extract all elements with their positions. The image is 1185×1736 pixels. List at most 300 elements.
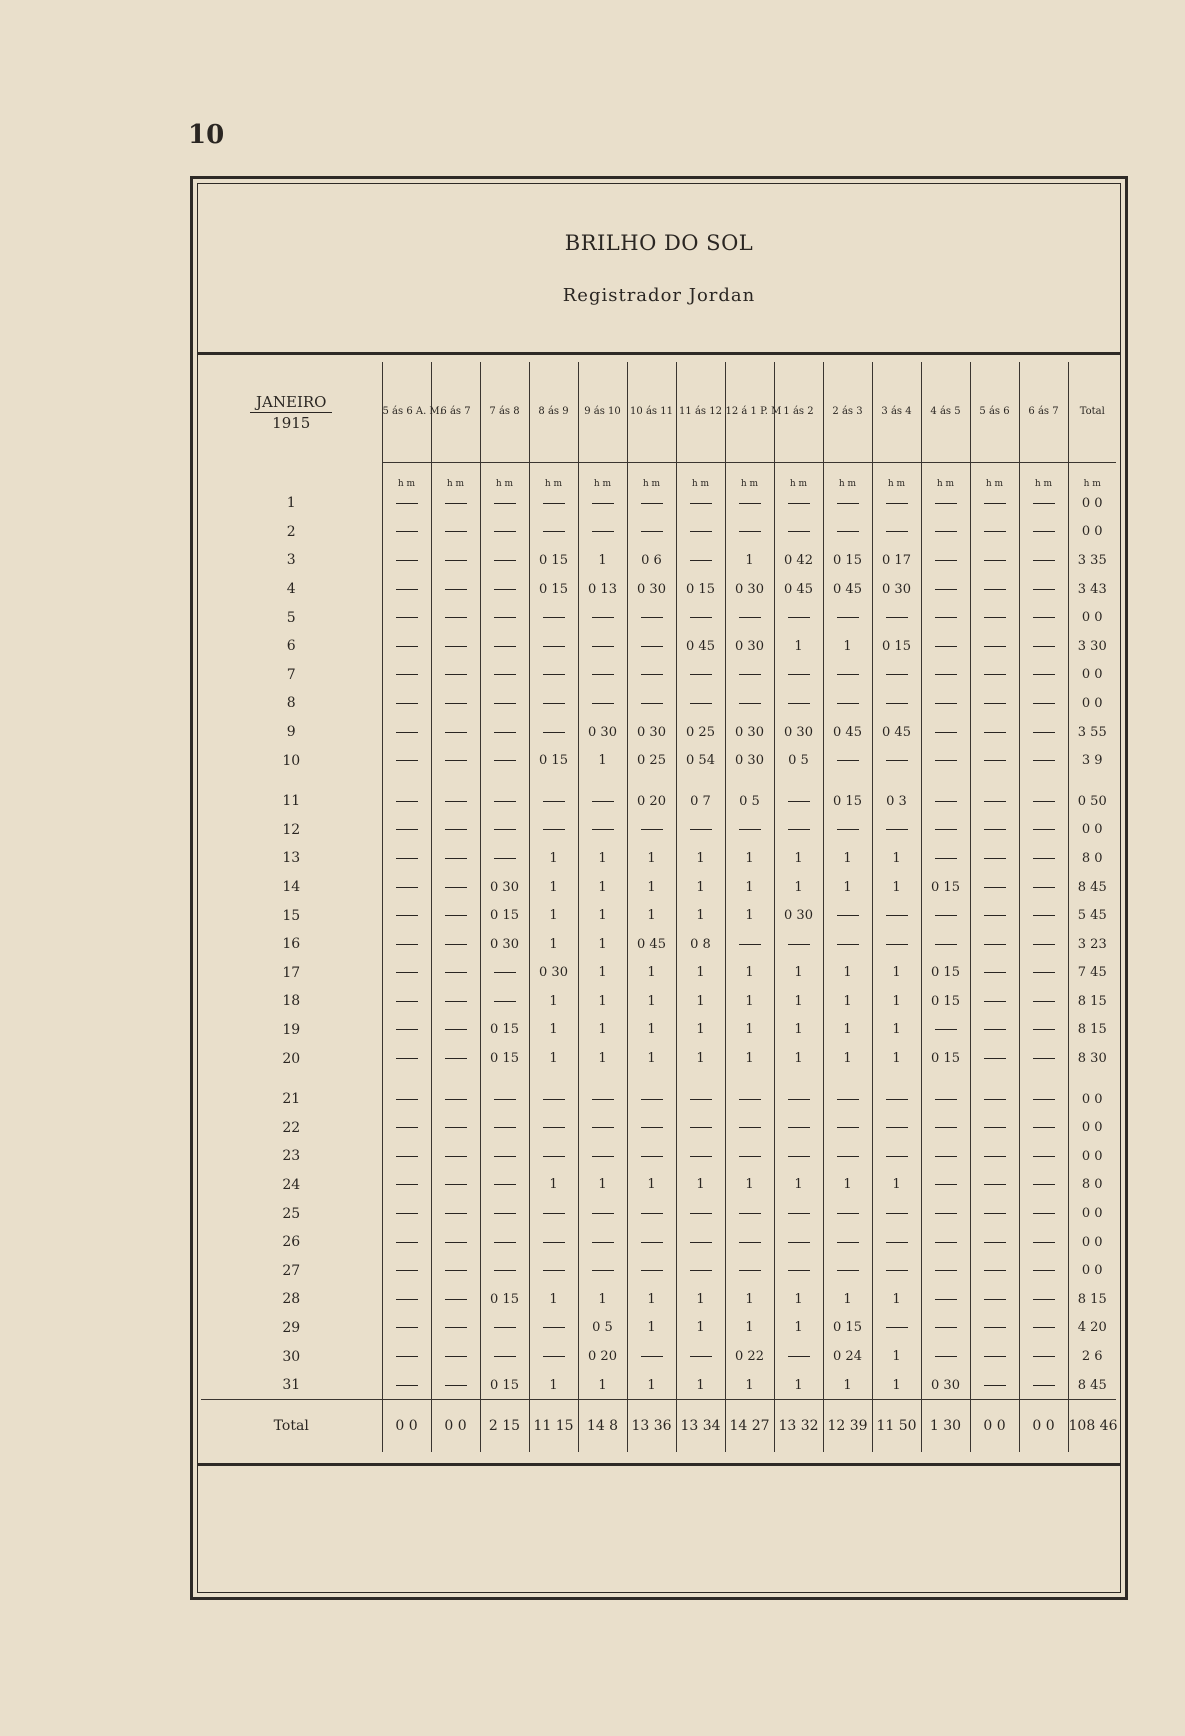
hour-value-cell: [529, 1113, 578, 1142]
hour-value-cell: [431, 1016, 480, 1045]
empty-dash: [445, 887, 467, 888]
empty-dash: [445, 1156, 467, 1157]
hour-value-cell: [627, 1085, 676, 1114]
day-number: 25: [282, 1205, 301, 1222]
hour-value-cell: 0 45: [676, 632, 725, 661]
hour-value-cell: [774, 816, 823, 845]
empty-dash: [690, 1099, 712, 1100]
hour-value-cell: [921, 1016, 970, 1045]
hour-value-cell: 0 45: [774, 575, 823, 604]
empty-dash: [935, 1029, 957, 1030]
total-column-header: Total: [1068, 362, 1116, 463]
hour-value-cell: [431, 930, 480, 959]
empty-dash: [445, 1242, 467, 1243]
empty-dash: [494, 972, 516, 973]
hour-value-cell: [529, 603, 578, 632]
hour-value-cell: [627, 1342, 676, 1371]
hour-value-cell: 1: [578, 987, 627, 1016]
empty-dash: [1033, 1058, 1055, 1059]
units-label: h m: [382, 463, 431, 490]
hour-value-cell: [627, 816, 676, 845]
empty-dash: [445, 1299, 467, 1300]
day-total-cell: 8 45: [1068, 873, 1116, 902]
day-number: 7: [286, 666, 296, 683]
hour-value-cell: [872, 1314, 921, 1343]
hour-value-cell: 1: [676, 987, 725, 1016]
hour-value-cell: [823, 816, 872, 845]
day-total-cell: 3 23: [1068, 930, 1116, 959]
hour-value-cell: 0 30: [774, 901, 823, 930]
hour-value-cell: [872, 1113, 921, 1142]
empty-dash: [935, 503, 957, 504]
hour-value-cell: [872, 901, 921, 930]
empty-dash: [543, 1099, 565, 1100]
hour-value-cell: 0 30: [480, 873, 529, 902]
spacer-cell: [725, 1073, 774, 1085]
hour-value-cell: 1: [823, 987, 872, 1016]
empty-dash: [788, 674, 810, 675]
hour-value-cell: 1: [627, 1016, 676, 1045]
hour-value-cell: [480, 575, 529, 604]
spacer-cell: [970, 1073, 1019, 1085]
empty-dash: [445, 503, 467, 504]
units-label: h m: [627, 463, 676, 490]
empty-dash: [837, 1127, 859, 1128]
hour-value-cell: [431, 489, 480, 518]
hour-value-cell: [578, 689, 627, 718]
table-row: [201, 1142, 1116, 1171]
hour-value-cell: [872, 489, 921, 518]
hour-value-cell: [431, 873, 480, 902]
empty-dash: [494, 829, 516, 830]
hour-value-cell: [1019, 787, 1068, 816]
empty-dash: [886, 703, 908, 704]
empty-dash: [543, 1356, 565, 1357]
table-row: [201, 489, 1116, 518]
hour-value-cell: 1: [774, 987, 823, 1016]
spacer-cell: [774, 775, 823, 787]
empty-dash: [396, 944, 418, 945]
hour-value-cell: 0 22: [725, 1342, 774, 1371]
day-total-cell: 8 30: [1068, 1044, 1116, 1073]
hour-value-cell: [578, 1085, 627, 1114]
day-total-cell: 0 0: [1068, 1113, 1116, 1142]
empty-dash: [1033, 1127, 1055, 1128]
footer-rule: [197, 1463, 1121, 1466]
units-label: h m: [1068, 463, 1116, 490]
hour-value-cell: [970, 987, 1019, 1016]
hour-value-cell: [676, 689, 725, 718]
hour-value-cell: 0 45: [872, 718, 921, 747]
hour-value-cell: [1019, 1016, 1068, 1045]
empty-dash: [886, 1099, 908, 1100]
hour-value-cell: [676, 546, 725, 575]
empty-dash: [788, 1213, 810, 1214]
hour-value-cell: 0 15: [823, 1314, 872, 1343]
hour-value-cell: 1: [578, 1285, 627, 1314]
hour-value-cell: 0 30: [725, 575, 774, 604]
hour-value-cell: 1: [529, 873, 578, 902]
empty-dash: [1033, 944, 1055, 945]
hour-value-cell: 1: [774, 959, 823, 988]
hour-value-cell: [1019, 844, 1068, 873]
hour-value-cell: 0 42: [774, 546, 823, 575]
empty-dash: [494, 801, 516, 802]
hour-value-cell: [1019, 1113, 1068, 1142]
empty-dash: [739, 1156, 761, 1157]
day-total-cell: 0 0: [1068, 1085, 1116, 1114]
hour-value-cell: 0 3: [872, 787, 921, 816]
hour-value-cell: 0 25: [627, 746, 676, 775]
units-label: h m: [431, 463, 480, 490]
hour-value-cell: [970, 1314, 1019, 1343]
hour-value-cell: 0 30: [627, 575, 676, 604]
empty-dash: [935, 1299, 957, 1300]
hour-value-cell: [382, 1113, 431, 1142]
hour-value-cell: [921, 1256, 970, 1285]
hour-value-cell: 0 30: [529, 959, 578, 988]
spacer-cell: [1068, 775, 1116, 787]
table-row: [201, 1113, 1116, 1142]
hour-value-cell: [1019, 718, 1068, 747]
empty-dash: [984, 944, 1006, 945]
empty-dash: [935, 760, 957, 761]
hour-value-cell: [970, 1171, 1019, 1200]
hour-value-cell: [578, 816, 627, 845]
empty-dash: [984, 531, 1006, 532]
units-label: h m: [1019, 463, 1068, 490]
hour-value-cell: 1: [578, 930, 627, 959]
spacer-cell: [627, 1073, 676, 1085]
hour-value-cell: [627, 518, 676, 547]
empty-dash: [886, 1327, 908, 1328]
empty-dash: [886, 531, 908, 532]
empty-dash: [641, 1099, 663, 1100]
hour-value-cell: [382, 1016, 431, 1045]
hour-value-cell: [1019, 987, 1068, 1016]
hour-value-cell: [480, 546, 529, 575]
empty-dash: [935, 944, 957, 945]
column-total-cell: 13 32: [774, 1400, 823, 1453]
hour-value-cell: [921, 1342, 970, 1371]
hour-value-cell: 1: [627, 1285, 676, 1314]
empty-dash: [445, 1385, 467, 1386]
table-row: [201, 1342, 1116, 1371]
empty-dash: [494, 858, 516, 859]
hour-value-cell: [970, 1016, 1019, 1045]
empty-dash: [984, 1385, 1006, 1386]
empty-dash: [445, 801, 467, 802]
day-total-cell: 4 20: [1068, 1314, 1116, 1343]
column-header-row: [201, 362, 1116, 463]
empty-dash: [690, 617, 712, 618]
hour-value-cell: 1: [725, 959, 774, 988]
day-total-cell: 0 0: [1068, 1199, 1116, 1228]
empty-dash: [543, 1270, 565, 1271]
hour-value-cell: [431, 575, 480, 604]
hour-value-cell: [480, 689, 529, 718]
hour-value-cell: 0 15: [872, 632, 921, 661]
column-total-cell: 13 36: [627, 1400, 676, 1453]
spacer-cell: [823, 1073, 872, 1085]
empty-dash: [1033, 801, 1055, 802]
hour-value-cell: [921, 632, 970, 661]
hour-value-cell: [676, 603, 725, 632]
hour-value-cell: 1: [872, 959, 921, 988]
units-spacer: [201, 463, 382, 490]
empty-dash: [739, 1127, 761, 1128]
hour-value-cell: 1: [774, 873, 823, 902]
spacer-cell: [627, 775, 676, 787]
empty-dash: [494, 1184, 516, 1185]
units-label: h m: [872, 463, 921, 490]
hour-value-cell: [725, 518, 774, 547]
empty-dash: [494, 1270, 516, 1271]
empty-dash: [396, 531, 418, 532]
hour-value-cell: [431, 718, 480, 747]
hour-value-cell: 1: [725, 1285, 774, 1314]
table-row: [201, 959, 1116, 988]
hour-value-cell: [431, 1199, 480, 1228]
hour-value-cell: [382, 489, 431, 518]
hour-value-cell: 0 15: [823, 787, 872, 816]
spacer-cell: [676, 1073, 725, 1085]
empty-dash: [984, 858, 1006, 859]
hour-value-cell: [725, 930, 774, 959]
empty-dash: [886, 1270, 908, 1271]
empty-dash: [1033, 1029, 1055, 1030]
empty-dash: [396, 646, 418, 647]
empty-dash: [396, 1184, 418, 1185]
empty-dash: [739, 829, 761, 830]
hour-value-cell: 0 30: [774, 718, 823, 747]
hour-value-cell: [529, 1142, 578, 1171]
empty-dash: [445, 1127, 467, 1128]
empty-dash: [788, 1242, 810, 1243]
hour-value-cell: [725, 1142, 774, 1171]
hour-value-cell: [480, 1199, 529, 1228]
hour-value-cell: [921, 575, 970, 604]
empty-dash: [641, 503, 663, 504]
hour-value-cell: [480, 987, 529, 1016]
hour-value-cell: [382, 787, 431, 816]
day-number: 29: [282, 1319, 301, 1336]
hour-value-cell: [529, 1314, 578, 1343]
column-total-cell: 1 30: [921, 1400, 970, 1453]
empty-dash: [494, 1213, 516, 1214]
hour-value-cell: [970, 930, 1019, 959]
empty-dash: [935, 1270, 957, 1271]
empty-dash: [592, 1213, 614, 1214]
hour-value-cell: [578, 489, 627, 518]
empty-dash: [984, 560, 1006, 561]
spacer-cell: [382, 1073, 431, 1085]
empty-dash: [984, 915, 1006, 916]
hour-value-cell: 1: [578, 1171, 627, 1200]
total-row: [201, 1400, 1116, 1453]
units-label: h m: [529, 463, 578, 490]
empty-dash: [935, 560, 957, 561]
hour-value-cell: [382, 1371, 431, 1400]
spacer-cell: [774, 1073, 823, 1085]
hour-value-cell: [774, 1228, 823, 1257]
hour-value-cell: 0 25: [676, 718, 725, 747]
day-total-cell: 8 0: [1068, 1171, 1116, 1200]
hour-value-cell: [921, 1142, 970, 1171]
empty-dash: [1033, 589, 1055, 590]
hour-value-cell: 0 30: [725, 718, 774, 747]
hour-value-cell: 1: [578, 546, 627, 575]
day-number: 10: [282, 752, 301, 769]
hour-value-cell: 1: [676, 844, 725, 873]
empty-dash: [984, 1001, 1006, 1002]
hour-value-cell: [725, 661, 774, 690]
hour-value-cell: 1: [872, 1016, 921, 1045]
hour-value-cell: 0 5: [725, 787, 774, 816]
hour-value-cell: [480, 1314, 529, 1343]
units-label: h m: [774, 463, 823, 490]
empty-dash: [886, 1242, 908, 1243]
empty-dash: [1033, 1184, 1055, 1185]
day-number: 15: [282, 907, 301, 924]
hour-value-cell: 0 13: [578, 575, 627, 604]
table-row: [201, 1285, 1116, 1314]
hour-value-cell: [578, 518, 627, 547]
hour-value-cell: 1: [774, 1285, 823, 1314]
empty-dash: [592, 674, 614, 675]
hour-value-cell: 0 15: [676, 575, 725, 604]
hour-value-cell: [970, 1142, 1019, 1171]
column-total-cell: 14 8: [578, 1400, 627, 1453]
empty-dash: [788, 503, 810, 504]
hour-column-header: 8 ás 9: [529, 362, 578, 463]
hour-value-cell: [774, 661, 823, 690]
hour-value-cell: 0 30: [627, 718, 676, 747]
hour-value-cell: [823, 1113, 872, 1142]
hour-value-cell: 1: [627, 1314, 676, 1343]
empty-dash: [396, 801, 418, 802]
day-number: 9: [286, 724, 296, 741]
empty-dash: [1033, 1156, 1055, 1157]
empty-dash: [445, 1270, 467, 1271]
hour-value-cell: 1: [823, 844, 872, 873]
day-total-cell: 8 15: [1068, 1285, 1116, 1314]
units-label: h m: [578, 463, 627, 490]
units-row: [201, 463, 1116, 490]
hour-value-cell: [970, 518, 1019, 547]
hour-value-cell: [1019, 1085, 1068, 1114]
hour-value-cell: [921, 844, 970, 873]
hour-value-cell: [676, 1113, 725, 1142]
day-total-cell: 7 45: [1068, 959, 1116, 988]
empty-dash: [935, 732, 957, 733]
hour-value-cell: [921, 1171, 970, 1200]
column-total-cell: 14 27: [725, 1400, 774, 1453]
spacer-cell: [872, 1073, 921, 1085]
empty-dash: [1033, 732, 1055, 733]
page-subtitle: Registrador Jordan: [562, 285, 756, 306]
hour-value-cell: [382, 901, 431, 930]
day-number: 5: [286, 609, 296, 626]
empty-dash: [935, 531, 957, 532]
empty-dash: [739, 617, 761, 618]
empty-dash: [592, 1156, 614, 1157]
hour-value-cell: 1: [872, 987, 921, 1016]
hour-value-cell: [480, 816, 529, 845]
hour-value-cell: [431, 632, 480, 661]
hour-value-cell: [431, 1256, 480, 1285]
hour-value-cell: [921, 546, 970, 575]
empty-dash: [690, 1242, 712, 1243]
hour-value-cell: [823, 746, 872, 775]
hour-value-cell: 1: [823, 632, 872, 661]
empty-dash: [396, 829, 418, 830]
empty-dash: [837, 915, 859, 916]
day-number: 20: [282, 1050, 301, 1067]
hour-value-cell: [823, 1085, 872, 1114]
hour-value-cell: [921, 518, 970, 547]
empty-dash: [690, 560, 712, 561]
empty-dash: [886, 915, 908, 916]
empty-dash: [445, 1327, 467, 1328]
day-total-cell: 0 0: [1068, 518, 1116, 547]
table-row: [201, 930, 1116, 959]
hour-value-cell: [921, 718, 970, 747]
day-number: 3: [286, 552, 296, 569]
empty-dash: [592, 829, 614, 830]
empty-dash: [788, 703, 810, 704]
table-row: [201, 518, 1116, 547]
hour-value-cell: [627, 489, 676, 518]
hour-column-header: 7 ás 8: [480, 362, 529, 463]
hour-value-cell: [1019, 689, 1068, 718]
spacer-cell: [201, 1073, 382, 1085]
hour-value-cell: 1: [872, 1371, 921, 1400]
hour-value-cell: [382, 1228, 431, 1257]
hour-value-cell: 1: [676, 873, 725, 902]
hour-value-cell: [1019, 1285, 1068, 1314]
hour-value-cell: 1: [872, 844, 921, 873]
empty-dash: [445, 1001, 467, 1002]
hour-value-cell: 1: [872, 873, 921, 902]
hour-value-cell: 1: [676, 1171, 725, 1200]
hour-value-cell: 1: [578, 746, 627, 775]
empty-dash: [543, 646, 565, 647]
empty-dash: [396, 1099, 418, 1100]
hour-value-cell: [627, 632, 676, 661]
empty-dash: [788, 1270, 810, 1271]
empty-dash: [1033, 1299, 1055, 1300]
grand-total-cell: 108 46: [1068, 1400, 1116, 1453]
empty-dash: [641, 829, 663, 830]
hour-value-cell: [774, 787, 823, 816]
empty-dash: [641, 1127, 663, 1128]
hour-value-cell: [578, 1199, 627, 1228]
empty-dash: [690, 503, 712, 504]
hour-value-cell: [1019, 603, 1068, 632]
hour-value-cell: [1019, 661, 1068, 690]
hour-value-cell: [1019, 930, 1068, 959]
empty-dash: [396, 1213, 418, 1214]
empty-dash: [543, 703, 565, 704]
hour-value-cell: [872, 518, 921, 547]
empty-dash: [641, 1270, 663, 1271]
empty-dash: [396, 1029, 418, 1030]
hour-value-cell: [872, 661, 921, 690]
table-row: [201, 546, 1116, 575]
table-row: [201, 575, 1116, 604]
hour-value-cell: 0 30: [872, 575, 921, 604]
